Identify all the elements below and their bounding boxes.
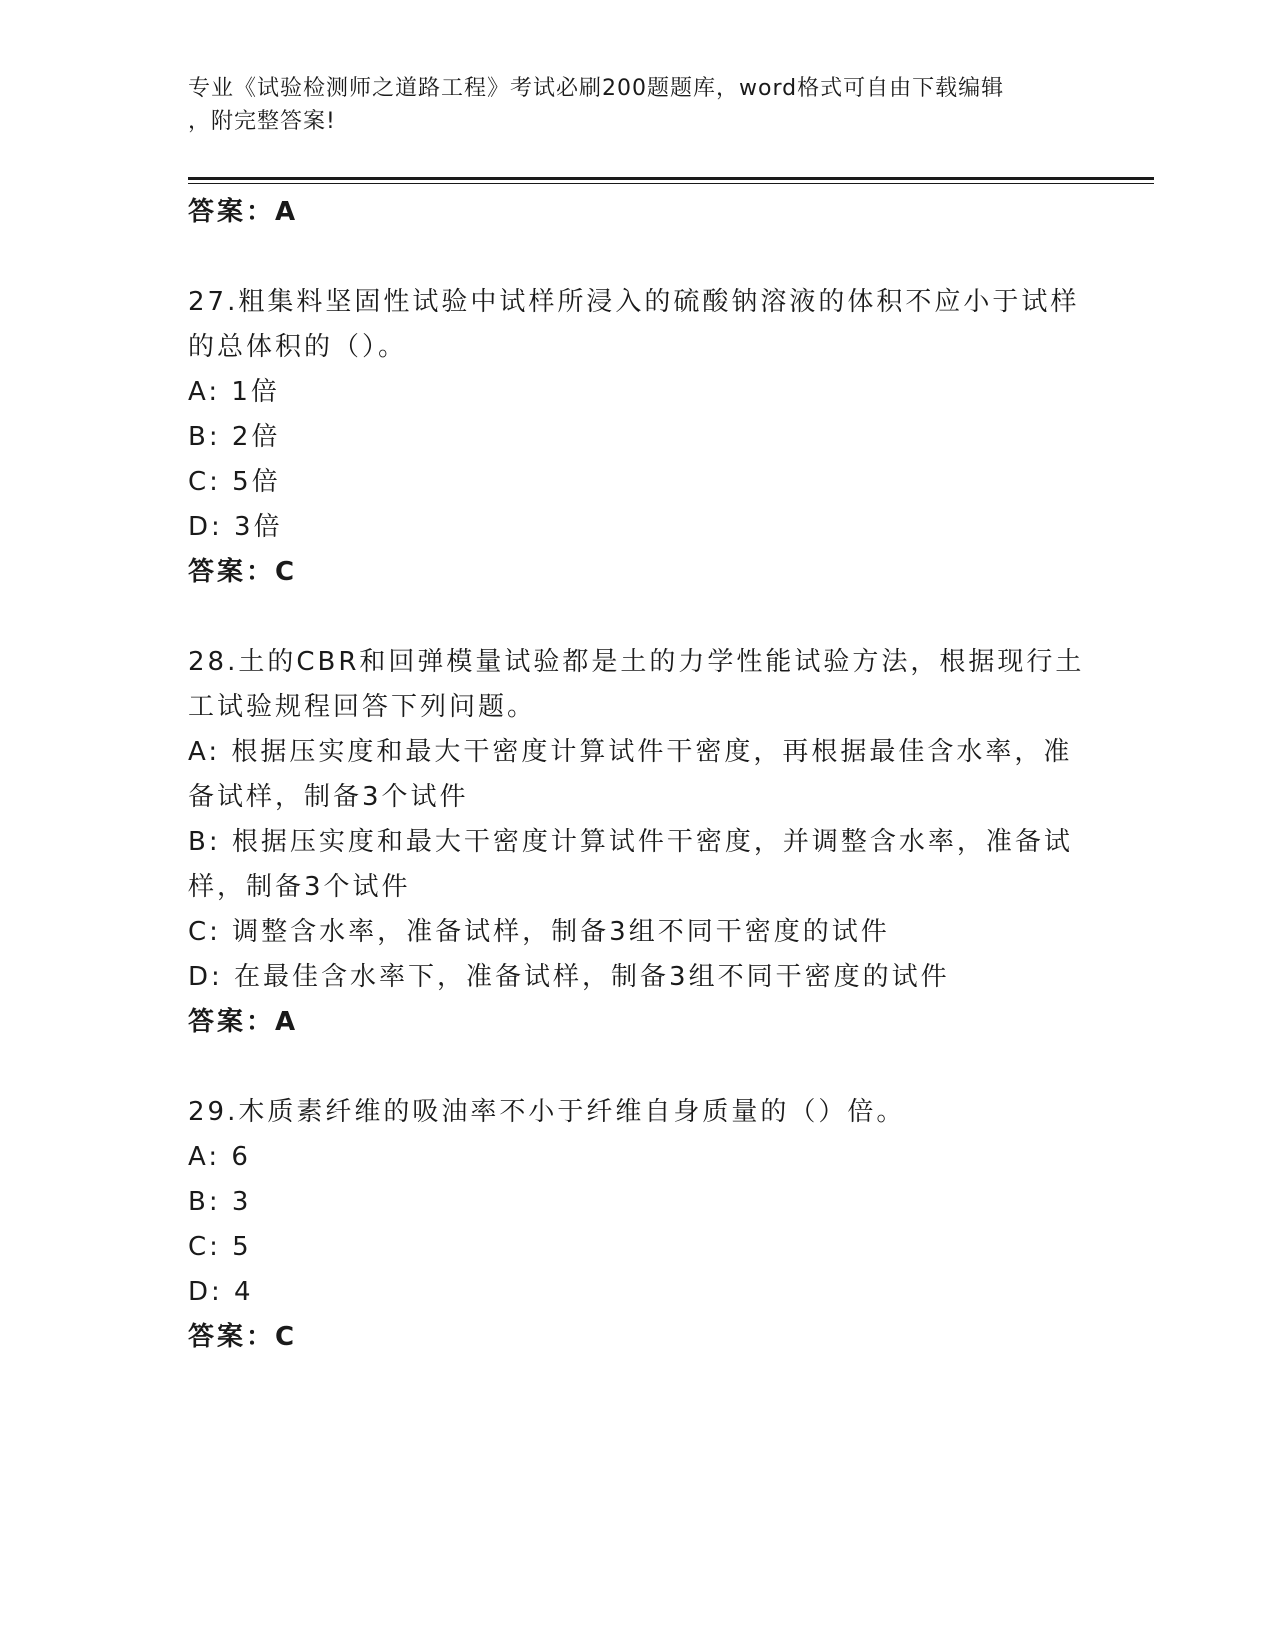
question-stem-line: 工试验规程回答下列问题。	[188, 692, 537, 722]
spacer	[188, 595, 1088, 640]
option-c: C: 5	[188, 1232, 252, 1262]
answer: 答案：A	[188, 1007, 299, 1037]
answer: 答案：C	[188, 1322, 298, 1352]
option-a-continued: 备试样，制备3个试件	[188, 782, 469, 812]
question-stem-line: 29.木质素纤维的吸油率不小于纤维自身质量的（）倍。	[188, 1097, 906, 1127]
header-line-2: ，附完整答案!	[188, 109, 336, 134]
option-c: C: 调整含水率，准备试样，制备3组不同干密度的试件	[188, 917, 890, 947]
answer: 答案：C	[188, 557, 298, 587]
document-body	[188, 190, 1088, 1360]
question-stem-line: 的总体积的（）。	[188, 332, 408, 362]
option-d: D: 4	[188, 1277, 254, 1307]
option-d: D: 在最佳含水率下，准备试样，制备3组不同干密度的试件	[188, 962, 950, 992]
question-28	[188, 640, 1088, 1045]
header-divider-thick	[188, 177, 1154, 180]
option-a: A: 1倍	[188, 377, 280, 407]
option-c: C: 5倍	[188, 467, 281, 497]
header-line-1: 专业《试验检测师之道路工程》考试必刷200题题库，word格式可自由下载编辑	[188, 76, 1005, 101]
option-d: D: 3倍	[188, 512, 283, 542]
question-27	[188, 280, 1088, 595]
question-29	[188, 1090, 1088, 1360]
spacer	[188, 1045, 1088, 1090]
question-stem-line: 28.土的CBR和回弹模量试验都是土的力学性能试验方法，根据现行土	[188, 647, 1085, 677]
option-b: B: 3	[188, 1187, 252, 1217]
option-b-continued: 样，制备3个试件	[188, 872, 411, 902]
spacer	[188, 235, 1088, 280]
document-header	[188, 72, 1068, 138]
option-a: A: 6	[188, 1142, 251, 1172]
option-a: A: 根据压实度和最大干密度计算试件干密度，再根据最佳含水率，准	[188, 737, 1073, 767]
option-b: B: 2倍	[188, 422, 281, 452]
header-divider-thin	[188, 183, 1154, 184]
previous-answer: 答案：A	[188, 197, 299, 227]
option-b: B: 根据压实度和最大干密度计算试件干密度，并调整含水率，准备试	[188, 827, 1073, 857]
question-stem-line: 27.粗集料坚固性试验中试样所浸入的硫酸钠溶液的体积不应小于试样	[188, 287, 1080, 317]
